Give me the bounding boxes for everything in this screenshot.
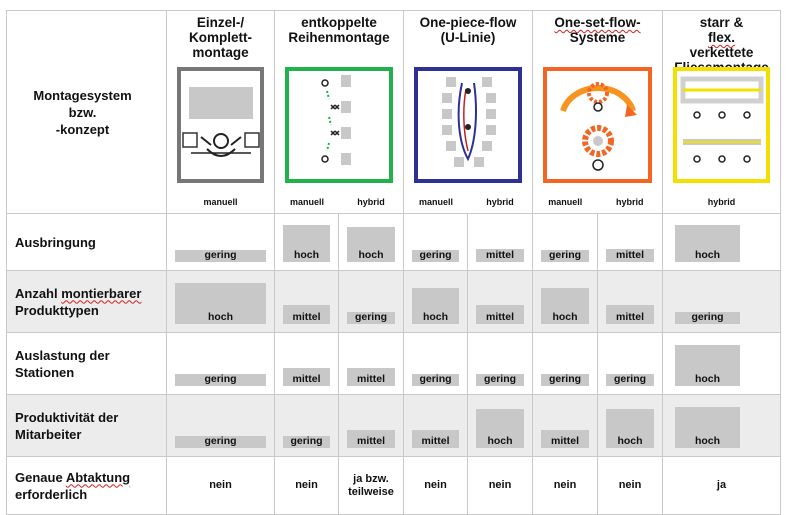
- column-title: starr & flex.: [699, 15, 744, 45]
- row-1: [7, 271, 781, 333]
- row-2: [7, 333, 781, 395]
- answer-cell: nein: [468, 457, 533, 515]
- column-sub-label: manuell: [548, 197, 583, 207]
- level-bar: gering: [541, 374, 589, 386]
- level-bar: hoch: [476, 409, 524, 448]
- corner-line: bzw.: [68, 104, 97, 120]
- column-header-entkoppelt: [275, 11, 404, 214]
- answer-cell: nein: [275, 457, 339, 515]
- level-cell: [275, 395, 339, 457]
- answer-cell: nein: [598, 457, 663, 515]
- level-bar: gering: [283, 436, 330, 448]
- level-bar: gering: [606, 374, 654, 386]
- level-bar: mittel: [283, 305, 330, 324]
- level-cell: [275, 271, 339, 333]
- level-bar: gering: [175, 250, 266, 262]
- onepiece-illustration: [414, 67, 522, 183]
- level-cell: [663, 214, 781, 271]
- column-title: Einzel-/: [196, 15, 245, 30]
- level-cell: [275, 214, 339, 271]
- column-sub-label: manuell: [203, 197, 238, 207]
- column-header-starr: [663, 11, 781, 214]
- level-cell: [663, 333, 781, 395]
- row-3: [7, 395, 781, 457]
- level-bar: mittel: [476, 305, 524, 324]
- level-cell: [533, 395, 598, 457]
- answer-cell: ja bzw. teilweise: [339, 457, 404, 515]
- starr-illustration: [673, 67, 770, 183]
- level-cell: [404, 333, 468, 395]
- column-sub-label: manuell: [289, 197, 324, 207]
- level-cell: [167, 395, 275, 457]
- level-bar: mittel: [541, 430, 589, 448]
- level-cell: [598, 395, 663, 457]
- level-cell: [533, 271, 598, 333]
- level-cell: [404, 395, 468, 457]
- level-cell: [663, 395, 781, 457]
- level-cell: [404, 271, 468, 333]
- column-title: One-piece-flow: [419, 15, 517, 30]
- level-bar: hoch: [412, 288, 459, 324]
- level-cell: [468, 333, 533, 395]
- level-bar: mittel: [476, 249, 524, 262]
- level-cell: [167, 214, 275, 271]
- level-bar: gering: [347, 312, 395, 324]
- column-title: One-set-flow-: [554, 15, 641, 30]
- level-bar: mittel: [412, 430, 459, 448]
- level-bar: mittel: [283, 368, 330, 386]
- column-sub-label: hybrid: [707, 197, 736, 207]
- level-bar: gering: [675, 312, 740, 324]
- level-cell: [468, 271, 533, 333]
- level-cell: [598, 271, 663, 333]
- answer-cell: nein: [167, 457, 275, 515]
- entkoppelt-illustration: [285, 67, 393, 183]
- corner-line: -konzept: [55, 121, 110, 137]
- row-0: [7, 214, 781, 271]
- level-bar: gering: [175, 436, 266, 448]
- level-cell: [167, 333, 275, 395]
- level-bar: mittel: [606, 249, 654, 262]
- header-row: [7, 11, 781, 214]
- level-cell: [533, 214, 598, 271]
- level-bar: hoch: [541, 288, 589, 324]
- level-bar: gering: [476, 374, 524, 386]
- level-bar: gering: [412, 374, 459, 386]
- level-bar: mittel: [347, 368, 395, 386]
- column-title: (U-Linie): [440, 30, 496, 45]
- column-title: entkoppelte: [301, 15, 377, 30]
- row-label: Auslastung der Stationen: [7, 333, 167, 395]
- column-title: montage: [192, 45, 249, 60]
- level-cell: [468, 395, 533, 457]
- level-cell: [339, 333, 404, 395]
- column-sub-label: hybrid: [486, 197, 514, 207]
- level-cell: [663, 271, 781, 333]
- row-label: Ausbringung: [7, 214, 167, 271]
- level-cell: [275, 333, 339, 395]
- level-cell: [339, 271, 404, 333]
- level-bar: hoch: [675, 225, 740, 262]
- answer-cell: ja: [663, 457, 781, 515]
- level-cell: [598, 333, 663, 395]
- level-bar: gering: [541, 250, 589, 262]
- level-cell: [533, 333, 598, 395]
- level-cell: [339, 395, 404, 457]
- level-bar: hoch: [675, 345, 740, 386]
- column-title: verkettete: [689, 45, 754, 60]
- column-title: Reihenmontage: [288, 30, 390, 45]
- row-label: Genaue Abtaktung erforderlich: [7, 457, 167, 515]
- level-bar: mittel: [606, 305, 654, 324]
- column-sub-label: manuell: [418, 197, 453, 207]
- row-label: Anzahl montierbarer Produkttypen: [7, 271, 167, 333]
- einzel-illustration: [177, 67, 264, 183]
- level-cell: [167, 271, 275, 333]
- level-bar: hoch: [347, 227, 395, 262]
- level-bar: hoch: [675, 407, 740, 448]
- row-4: [7, 457, 781, 515]
- level-bar: gering: [412, 250, 459, 262]
- column-sub-label: hybrid: [615, 197, 644, 207]
- oneset-illustration: [543, 67, 652, 183]
- column-title: Komplett-: [189, 30, 252, 45]
- level-bar: hoch: [175, 283, 266, 324]
- corner-line: Montagesystem: [33, 87, 132, 103]
- level-cell: [468, 214, 533, 271]
- answer-cell: nein: [533, 457, 598, 515]
- level-bar: gering: [175, 374, 266, 386]
- column-title: Systeme: [569, 30, 626, 45]
- level-cell: [598, 214, 663, 271]
- level-bar: mittel: [347, 430, 395, 448]
- corner-label: [7, 11, 167, 214]
- level-bar: hoch: [283, 225, 330, 262]
- level-cell: [339, 214, 404, 271]
- column-header-oneset: [533, 11, 663, 214]
- answer-cell: nein: [404, 457, 468, 515]
- row-label: Produktivität der Mitarbeiter: [7, 395, 167, 457]
- column-header-einzel: [167, 11, 275, 214]
- comparison-table: [6, 10, 781, 515]
- level-bar: hoch: [606, 409, 654, 448]
- column-header-onepiece: [404, 11, 533, 214]
- column-sub-label: hybrid: [357, 197, 385, 207]
- level-cell: [404, 214, 468, 271]
